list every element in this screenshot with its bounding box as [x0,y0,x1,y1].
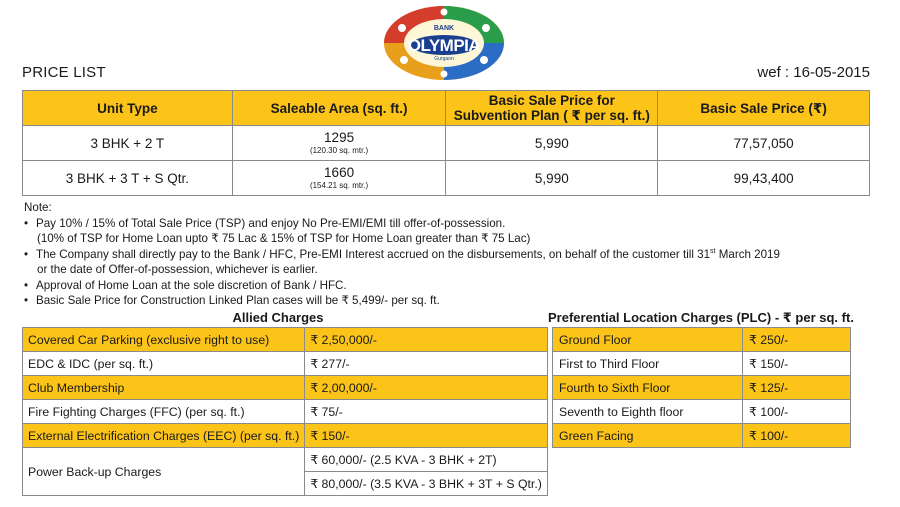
header-unit-type: Unit Type [23,91,233,126]
table-row [553,328,851,352]
note-item [24,293,884,309]
table-row [23,161,870,196]
note-item [24,247,884,263]
area-cell [232,161,446,196]
price-table-header-row [23,91,870,126]
basic-sale-price-cell: 77,57,050 [658,126,870,161]
table-row [23,376,548,400]
plc-value: ₹ 125/- [743,376,851,400]
table-row [553,352,851,376]
header-saleable-area: Saleable Area (sq. ft.) [232,91,446,126]
charge-value: ₹ 150/- [305,424,548,448]
table-row [23,400,548,424]
note-text: Pay 10% / 15% of Total Sale Price (TSP) and enjoy No Pre-EMI/EMI till offer-of-possession. [36,216,506,230]
area-sqmtr: (120.30 sq. mtr.) [309,145,369,155]
note-superscript: st [710,247,716,255]
plc-value: ₹ 150/- [743,352,851,376]
note-item [24,216,884,232]
charge-name: Club Membership [23,376,305,400]
note-text-end: March 2019 [715,247,780,261]
bank-olympia-logo [382,4,506,82]
unit-type-cell: 3 BHK + 2 T [23,126,233,161]
notes-section [24,200,884,309]
notes-heading: Note: [24,201,52,214]
table-row [23,328,548,352]
note-text: Approval of Home Loan at the sole discretion of Bank / HFC. [36,278,347,292]
charge-value: ₹ 80,000/- (3.5 KVA - 3 BHK + 3T + S Qtr.) [305,472,548,496]
note-text: Basic Sale Price for Construction Linked Plan cases will be ₹ 5,499/- per sq. ft. [36,294,440,307]
table-row [23,352,548,376]
table-row [23,424,548,448]
plc-value: ₹ 100/- [743,424,851,448]
effective-date: wef : 16-05-2015 [757,64,870,81]
logo-sub-text: Gurgaon [434,56,454,62]
charge-value: ₹ 75/- [305,400,548,424]
table-row [553,424,851,448]
plc-name: First to Third Floor [553,352,743,376]
area-sqft: 1660 [324,164,355,180]
charge-value: ₹ 2,50,000/- [305,328,548,352]
basic-sale-price-cell: 99,43,400 [658,161,870,196]
note-continuation: (10% of TSP for Home Loan upto ₹ 75 Lac & 15% of TSP for Home Loan greater than ₹ 75 Lac) [37,232,531,245]
subvention-price-cell: 5,990 [446,126,658,161]
charge-name: Fire Fighting Charges (FFC) (per sq. ft.) [23,400,305,424]
header-subvention-price [446,91,658,126]
plc-name: Fourth to Sixth Floor [553,376,743,400]
plc-name: Ground Floor [553,328,743,352]
area-cell [232,126,446,161]
note-text: The Company shall directly pay to the Bank / HFC, Pre-EMI Interest accrued on the disbursements, on behalf of the customer till 31 [36,247,711,261]
logo-bank-text: BANK [433,25,455,32]
table-row [553,376,851,400]
charge-value: ₹ 277/- [305,352,548,376]
area-sqmtr: (154.21 sq. mtr.) [309,180,369,190]
charge-value: ₹ 2,00,000/- [305,376,548,400]
plc-name: Green Facing [553,424,743,448]
header-subvention-line1: Basic Sale Price for [488,93,615,108]
header-subvention-line2: Subvention Plan ( ₹ per sq. ft.) [453,108,650,123]
table-row [23,126,870,161]
charge-name: Power Back-up Charges [23,448,305,496]
plc-name: Seventh to Eighth floor [553,400,743,424]
price-table [22,90,870,196]
allied-charges-table [22,327,548,496]
plc-title: Preferential Location Charges (PLC) - ₹ per sq. ft. [548,310,854,325]
plc-value: ₹ 250/- [743,328,851,352]
unit-type-cell: 3 BHK + 3 T + S Qtr. [23,161,233,196]
charge-name: External Electrification Charges (EEC) (per sq. ft.) [23,424,305,448]
charge-name: EDC & IDC (per sq. ft.) [23,352,305,376]
subvention-price-cell: 5,990 [446,161,658,196]
plc-value: ₹ 100/- [743,400,851,424]
note-continuation: or the date of Offer-of-possession, whichever is earlier. [37,263,318,276]
charge-name: Covered Car Parking (exclusive right to use) [23,328,305,352]
note-item [24,278,884,294]
logo-main-text: OLYMPIA [407,36,481,55]
area-sqft: 1295 [324,129,355,145]
page-title: PRICE LIST [22,64,106,81]
table-row [23,448,548,472]
charge-value: ₹ 60,000/- (2.5 KVA - 3 BHK + 2T) [305,448,548,472]
allied-charges-title: Allied Charges [232,310,324,325]
plc-table [552,327,851,448]
table-row [553,400,851,424]
header-basic-sale-price: Basic Sale Price (₹) [658,91,870,126]
